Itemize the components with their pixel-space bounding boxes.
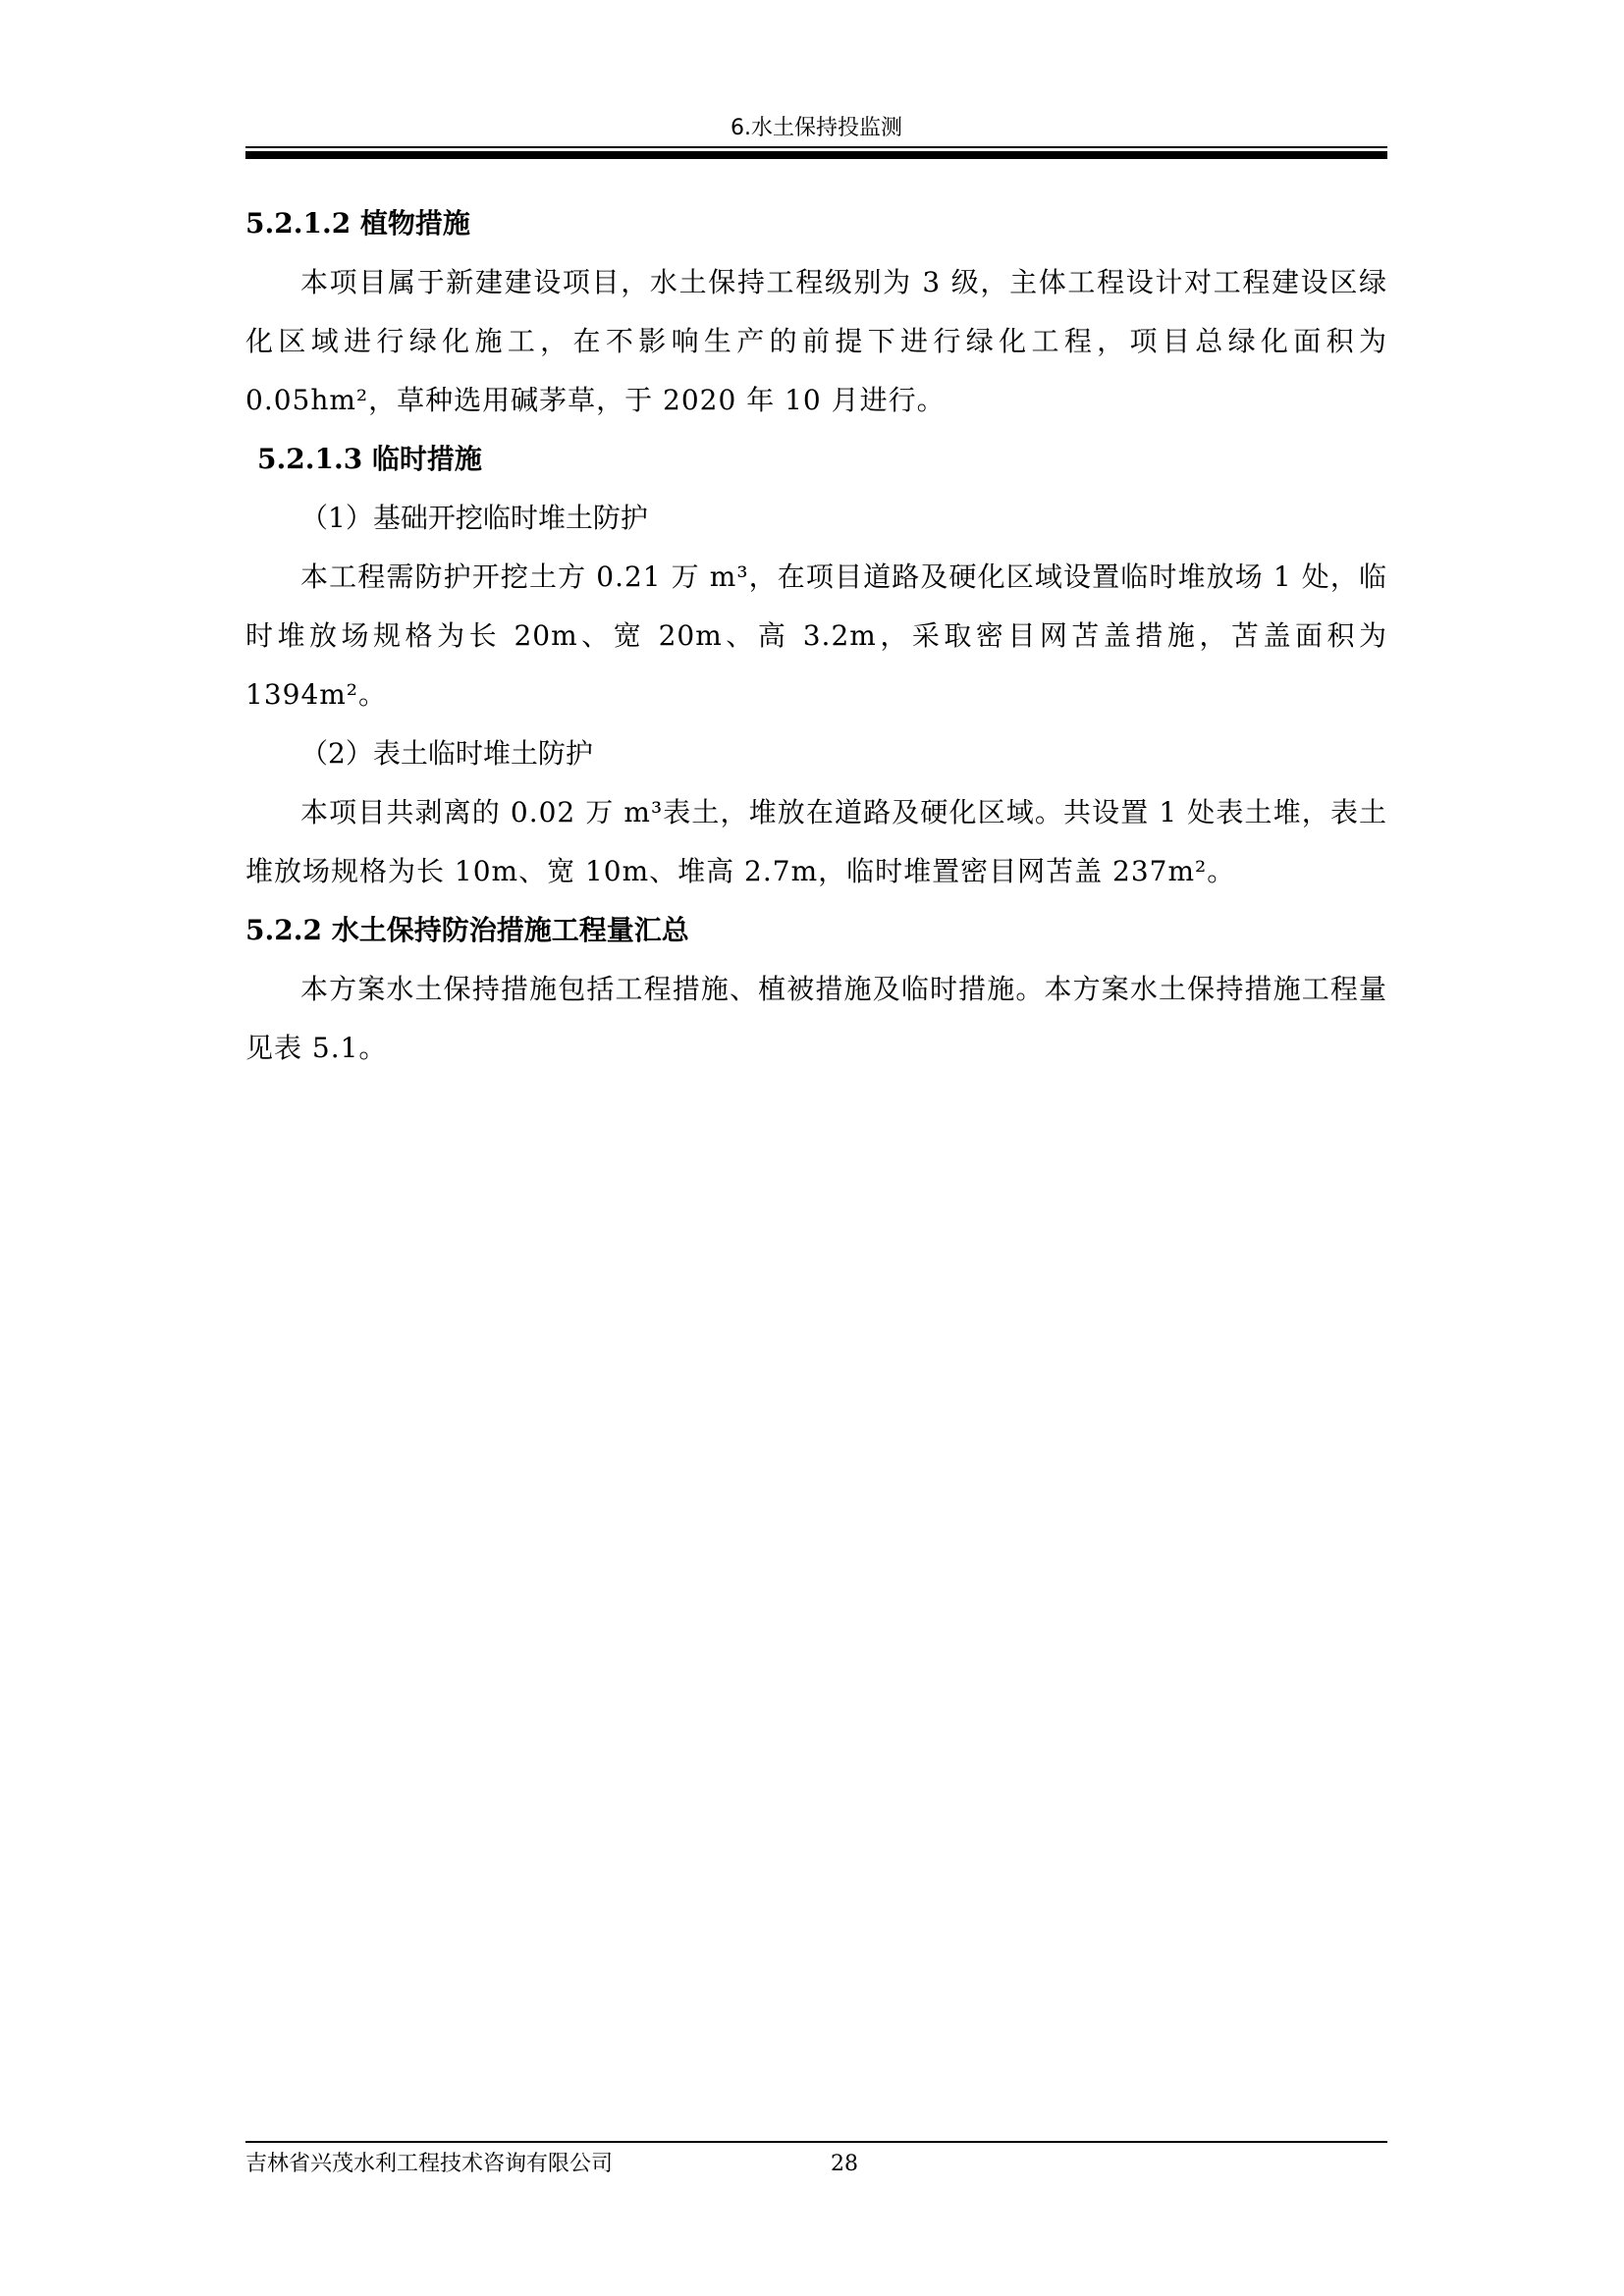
section-heading-quantity-summary: 5.2.2 水土保持防治措施工程量汇总 [245,914,689,946]
page-body [245,194,1387,1078]
item-title-foundation-excavation: （1）基础开挖临时堆土防护 [300,502,648,534]
paragraph-topsoil-protection: 本项目共剥离的 0.02 万 m³表土，堆放在道路及硬化区域。共设置 1 处表土堆，表土堆放场规格为长 10m、宽 10m、堆高 2.7m，临时堆置密目网苫盖 237m²。 [245,796,1387,887]
footer-rule [245,2141,1387,2143]
footer-company-name: 吉林省兴茂水利工程技术咨询有限公司 [245,2152,614,2176]
paragraph-planting-measures: 本项目属于新建建设项目，水土保持工程级别为 3 级，主体工程设计对工程建设区绿化区域进行绿化施工，在不影响生产的前提下进行绿化工程，项目总绿化面积为 0.05hm²，草种选用碱茅草，于 2020 年 10 月进行。 [245,266,1387,416]
section-heading-temporary-measures: 5.2.1.3 临时措施 [257,443,482,475]
page-header-title: 6.水土保持投监测 [731,116,902,140]
item-title-topsoil-protection: （2）表土临时堆土防护 [300,737,593,770]
paragraph-foundation-excavation: 本工程需防护开挖土方 0.21 万 m³，在项目道路及硬化区域设置临时堆放场 1 处，临时堆放场规格为长 20m、宽 20m、高 3.2m，采取密目网苫盖措施，苫盖面积为 1394m²。 [245,561,1387,711]
section-heading-planting-measures: 5.2.1.2 植物措施 [245,207,470,240]
header-rule-thin [245,146,1387,148]
paragraph-quantity-summary: 本方案水土保持措施包括工程措施、植被措施及临时措施。本方案水土保持措施工程量见表 5.1。 [245,973,1387,1064]
footer-page-number: 28 [831,2152,858,2176]
header-rule-thick [245,151,1387,159]
